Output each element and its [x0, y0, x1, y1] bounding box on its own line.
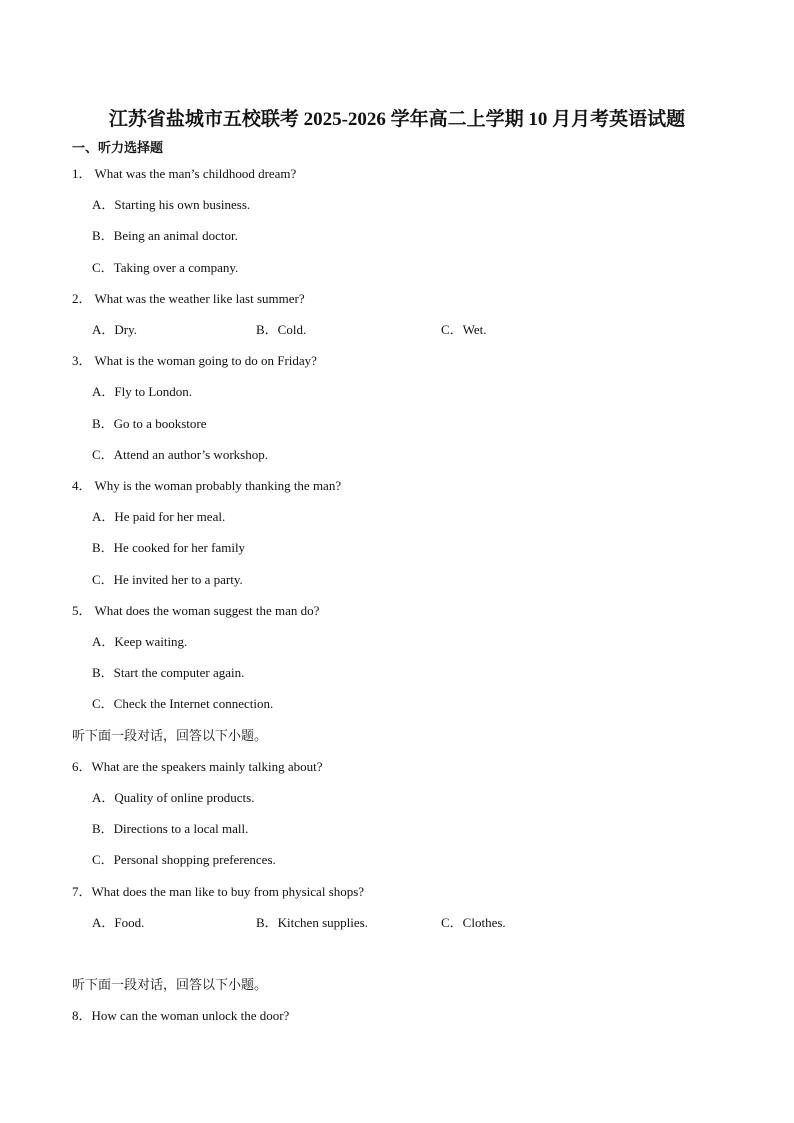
question-7-option-b: B．Kitchen supplies.	[256, 915, 368, 930]
question-1: 1． What was the man’s childhood dream?	[72, 166, 297, 181]
question-5: 5． What does the woman suggest the man do?	[72, 603, 320, 618]
question-4-option-b: B．He cooked for her family	[92, 540, 246, 555]
question-1-option-b: B．Being an animal doctor.	[92, 228, 238, 243]
dialogue-instruction: 听下面一段对话，回答以下小题。	[72, 728, 268, 743]
question-1-option-c: C．Taking over a company.	[92, 260, 239, 275]
question-6-option-b: B．Directions to a local mall.	[92, 821, 249, 836]
question-2-option-c: C．Wet.	[441, 322, 487, 337]
question-4-option-a: A．He paid for her meal.	[92, 509, 226, 524]
question-1-option-a: A．Starting his own business.	[92, 197, 251, 212]
question-6: 6．What are the speakers mainly talking about?	[72, 759, 323, 774]
question-3-option-a: A．Fly to London.	[92, 384, 193, 399]
section-heading-listening: 一、听力选择题	[72, 140, 164, 155]
question-4: 4． Why is the woman probably thanking the man?	[72, 478, 342, 493]
question-3-option-c: C．Attend an author’s workshop.	[92, 447, 268, 462]
dialogue-instruction: 听下面一段对话，回答以下小题。	[72, 977, 268, 992]
question-4-option-c: C．He invited her to a party.	[92, 572, 243, 587]
question-5-option-c: C．Check the Internet connection.	[92, 696, 274, 711]
question-5-option-a: A．Keep waiting.	[92, 634, 188, 649]
question-7-option-a: A．Food.	[92, 915, 145, 930]
question-3: 3． What is the woman going to do on Friday?	[72, 353, 317, 368]
question-7: 7．What does the man like to buy from physical shops?	[72, 884, 365, 899]
question-2: 2． What was the weather like last summer?	[72, 291, 305, 306]
question-6-option-c: C．Personal shopping preferences.	[92, 852, 276, 867]
page-title: 江苏省盐城市五校联考 2025-2026 学年高二上学期 10 月月考英语试题	[108, 109, 686, 130]
question-7-option-c: C．Clothes.	[441, 915, 506, 930]
question-5-option-b: B．Start the computer again.	[92, 665, 245, 680]
question-6-option-a: A．Quality of online products.	[92, 790, 255, 805]
question-2-option-a: A．Dry.	[92, 322, 138, 337]
question-2-option-b: B．Cold.	[256, 322, 307, 337]
question-8: 8．How can the woman unlock the door?	[72, 1008, 290, 1023]
question-3-option-b: B．Go to a bookstore	[92, 416, 207, 431]
